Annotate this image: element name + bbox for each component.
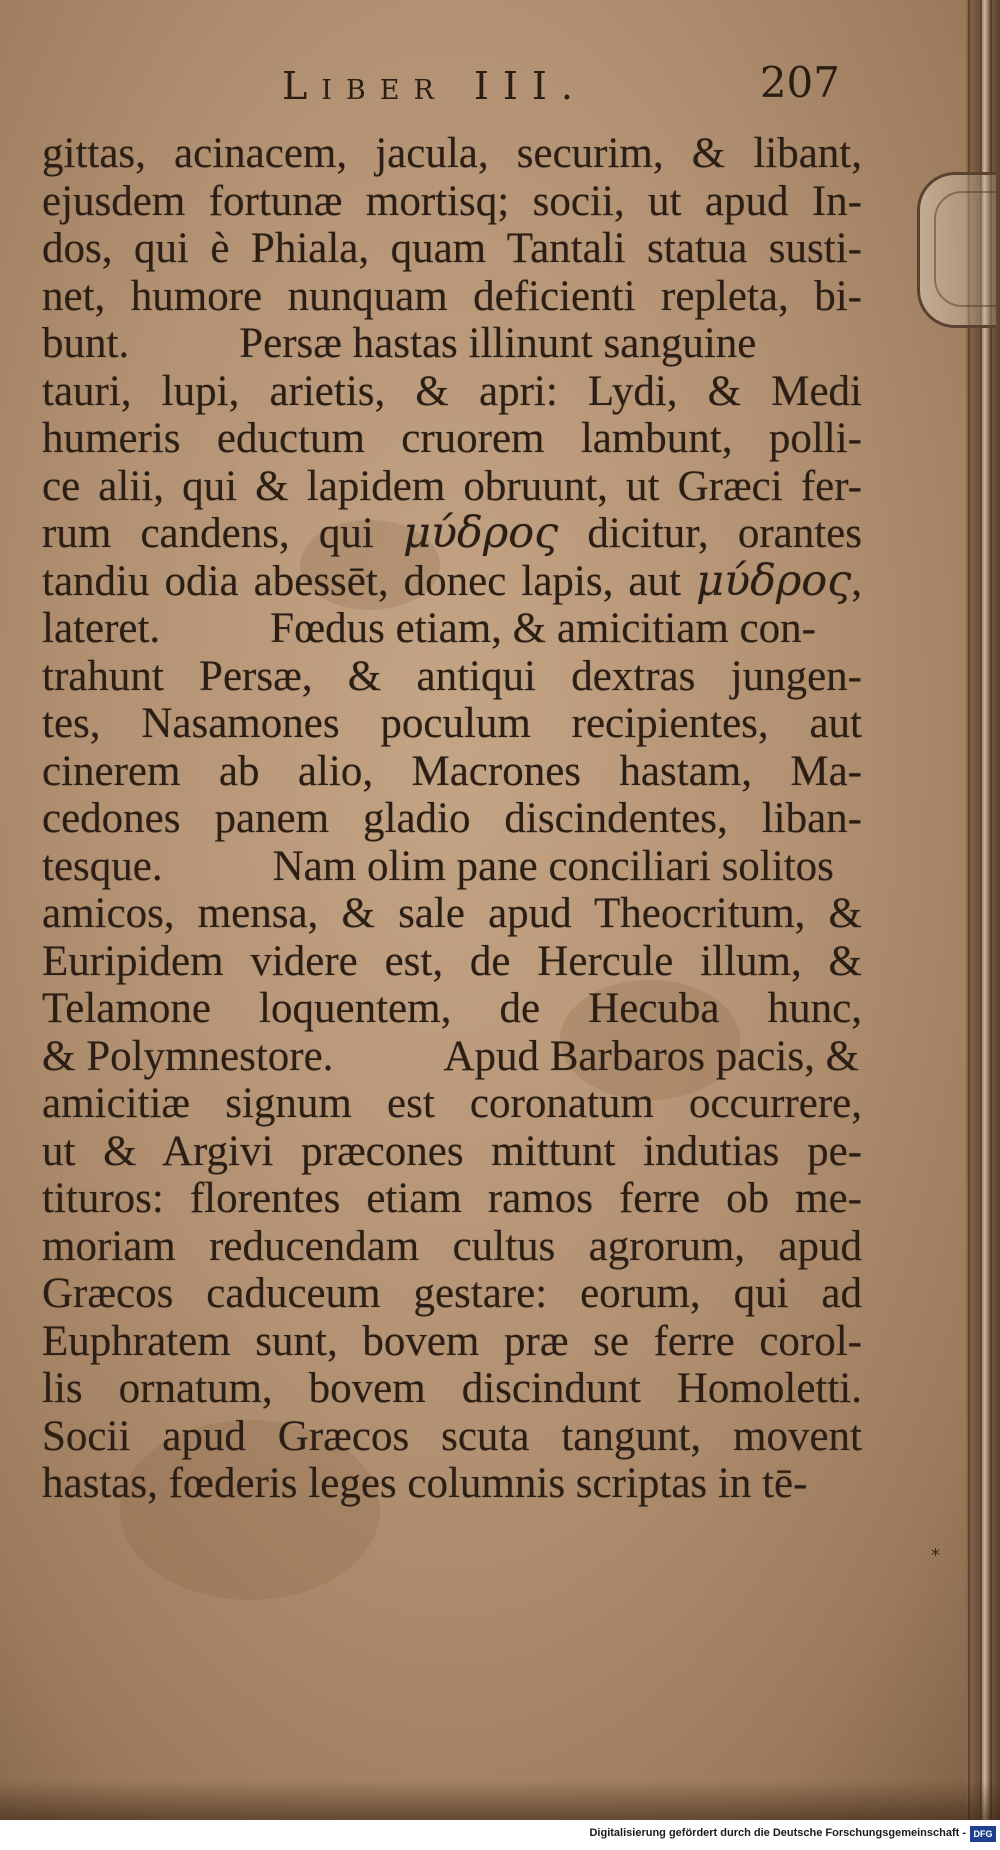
text-line bbox=[42, 1033, 862, 1081]
text-segment: Telamone loquentem, de Hecuba hunc, bbox=[42, 985, 862, 1032]
text-line bbox=[42, 415, 862, 463]
text-segment: cinerem ab alio, Macrones hastam, Ma- bbox=[42, 747, 862, 795]
text-line bbox=[42, 985, 862, 1033]
text-segment: tandiu odia abessēt, donec lapis, aut bbox=[42, 557, 697, 605]
text-segment: gittas, acinacem, jacula, securim, & libant, bbox=[42, 130, 862, 177]
text-segment: Euripidem videre est, de Hercule illum, & bbox=[42, 937, 862, 985]
text-line bbox=[42, 178, 862, 226]
text-line bbox=[42, 225, 862, 273]
text-line bbox=[42, 1413, 862, 1461]
page-header bbox=[270, 58, 850, 118]
funding-credit: Digitalisierung gefördert durch die Deutsche Forschungsgemeinschaft - bbox=[589, 1827, 966, 1839]
text-line bbox=[42, 1460, 862, 1508]
text-segment: net, humore nunquam deficienti repleta, bi- bbox=[42, 272, 862, 320]
text-segment: dos, qui è Phiala, quam Tantali statua susti- bbox=[42, 225, 862, 272]
text-segment: cedones panem gladio discindentes, liban- bbox=[42, 795, 862, 842]
text-line bbox=[42, 320, 862, 368]
text-line bbox=[42, 368, 862, 416]
text-segment: ejusdem fortunæ mortisq; socii, ut apud In- bbox=[42, 177, 862, 225]
page-bottom-shadow bbox=[0, 1780, 1000, 1820]
text-line bbox=[42, 463, 862, 511]
text-line bbox=[42, 1318, 862, 1366]
text-line bbox=[42, 1223, 862, 1271]
page-tab-clip-inner bbox=[934, 191, 998, 307]
text-segment: ce alii, qui & lapidem obruunt, ut Græci fer- bbox=[42, 462, 862, 510]
text-line bbox=[42, 795, 862, 843]
text-segment: tesque. bbox=[42, 842, 163, 890]
text-segment: amicos, mensa, & sale apud Theocritum, & bbox=[42, 890, 862, 937]
greek-word: μύδρος bbox=[402, 508, 559, 558]
text-line bbox=[42, 1365, 862, 1413]
text-line bbox=[42, 510, 862, 558]
text-line bbox=[42, 555, 862, 606]
text-segment: lateret. bbox=[42, 605, 161, 652]
text-line bbox=[42, 1080, 862, 1128]
text-line bbox=[42, 1128, 862, 1176]
text-segment: Fœdus etiam, & amicitiam con- bbox=[270, 605, 816, 652]
text-line bbox=[42, 605, 862, 653]
text-segment: moriam reducendam cultus agrorum, apud bbox=[42, 1222, 862, 1270]
running-title: Liber III. bbox=[282, 64, 587, 108]
text-segment: tauri, lupi, arietis, & apri: Lydi, & Medi bbox=[42, 367, 862, 415]
text-segment: & Polymnestore. bbox=[42, 1032, 334, 1080]
text-segment: ut & Argivi præcones mittunt indutias pe- bbox=[42, 1127, 862, 1175]
text-line bbox=[42, 700, 862, 748]
text-line bbox=[42, 130, 862, 178]
text-line bbox=[42, 1175, 862, 1223]
text-segment: bunt. bbox=[42, 320, 130, 367]
text-line bbox=[42, 273, 862, 321]
text-segment: hastas, fœderis leges columnis scriptas in tē- bbox=[42, 1460, 808, 1507]
text-segment: tituros: florentes etiam ramos ferre ob me- bbox=[42, 1175, 862, 1222]
text-segment: rum candens, qui bbox=[42, 510, 403, 557]
text-segment: Græcos caduceum gestare: eorum, qui ad bbox=[42, 1270, 862, 1317]
text-segment: tes, Nasamones poculum recipientes, aut bbox=[42, 700, 862, 747]
text-line bbox=[42, 938, 862, 986]
page-tab-clip bbox=[917, 172, 996, 328]
text-segment: amicitiæ signum est coronatum occurrere, bbox=[42, 1080, 862, 1127]
text-segment: Socii apud Græcos scuta tangunt, movent bbox=[42, 1412, 862, 1460]
text-segment: dicitur, orantes bbox=[558, 510, 862, 557]
text-line bbox=[42, 653, 862, 701]
margin-mark: * bbox=[931, 1545, 940, 1566]
text-line bbox=[42, 890, 862, 938]
text-line bbox=[42, 843, 862, 891]
text-line bbox=[42, 1270, 862, 1318]
text-segment: humeris eductum cruorem lambunt, polli- bbox=[42, 415, 862, 462]
text-segment: Euphratem sunt, bovem præ se ferre corol- bbox=[42, 1317, 862, 1365]
body-text bbox=[42, 130, 862, 1508]
dfg-logo: DFG bbox=[970, 1826, 996, 1842]
digitization-footer bbox=[0, 1820, 1000, 1850]
text-segment: , bbox=[851, 557, 862, 605]
text-segment: trahunt Persæ, & antiqui dextras jungen- bbox=[42, 652, 862, 700]
greek-word: μύδρος bbox=[696, 555, 852, 606]
text-segment: Persæ hastas illinunt sanguine bbox=[239, 320, 757, 367]
text-line bbox=[42, 748, 862, 796]
text-segment: lis ornatum, bovem discindunt Homoletti. bbox=[42, 1365, 862, 1412]
page-number: 207 bbox=[759, 58, 840, 107]
text-segment: Apud Barbaros pacis, & bbox=[443, 1032, 860, 1080]
text-segment: Nam olim pane conciliari solitos bbox=[272, 842, 834, 890]
